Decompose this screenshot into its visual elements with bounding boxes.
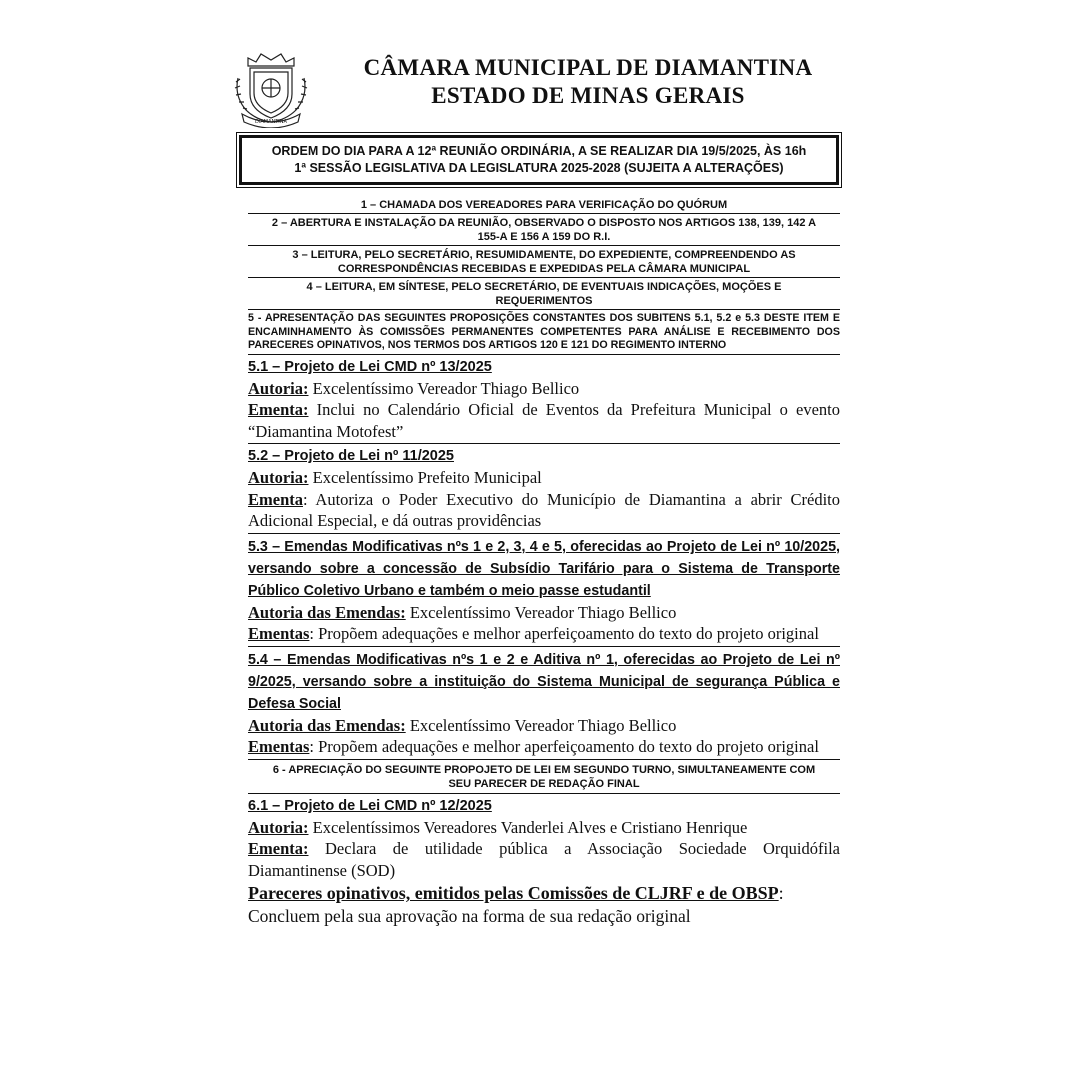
agenda-item-3-line-2: CORRESPONDÊNCIAS RECEBIDAS E EXPEDIDAS PELA CÂMARA MUNICIPAL [337,263,751,275]
ementa-label: Ementa: [248,839,309,859]
project-5-2-autoria [248,467,840,489]
ementa-label: Ementa [248,489,303,509]
autoria-label: Autoria: [248,817,309,837]
autoria-value: Excelentíssimo Vereador Thiago Bellico [405,602,677,622]
agenda-line-2: 1ª SESSÃO LEGISLATIVA DA LEGISLATURA 2025-2028 (SUJEITA A ALTERAÇÕES) [294,161,784,175]
project-5-3-title: 5.3 – Emendas Modificativas nºs 1 e 2, 3, 4 e 5, oferecidas ao Projeto de Lei nº 10/2025, versando sobre a concessão de Subsídio Tarifário para o Sistema de Transporte Público Coletivo Urbano e também o meio passe estudantil [248,538,840,599]
project-5-2 [248,446,840,534]
agenda-item-6-line-2: SEU PARECER DE REDAÇÃO FINAL [448,777,640,790]
agenda-item-1: 1 – CHAMADA DOS VEREADORES PARA VERIFICAÇÃO DO QUÓRUM [248,196,840,214]
autoria-label: Autoria das Emendas: [248,602,406,622]
project-5-3-autoria [248,602,840,624]
pareceres-colon: : [778,883,784,904]
agenda-item-6-line-1: 6 - APRECIAÇÃO DO SEGUINTE PROPOJETO DE LEI EM SEGUNDO TURNO, SIMULTANEAMENTE COM [272,763,816,776]
project-6-1 [248,796,840,928]
project-6-1-pareceres [248,881,840,905]
ementa-value: : Propõem adequações e melhor aperfeiçoamento do texto do projeto original [309,737,819,757]
project-5-2-title: 5.2 – Projeto de Lei nº 11/2025 [248,448,454,465]
title-line-2: ESTADO DE MINAS GERAIS [431,83,745,108]
autoria-label: Autoria: [248,468,309,488]
ementa-value: Declara de utilidade pública a Associação Sociedade Orquidófila Diamantinense (SOD) [248,839,840,880]
page-title [358,54,818,110]
project-5-4-title: 5.4 – Emendas Modificativas nºs 1 e 2 e Aditiva nº 1, oferecidas ao Projeto de Lei nº 9/2025, versando sobre a instituição do Sistema Municipal de segurança Pública e Defesa Social [248,651,840,712]
seal-text: DIAMANTINA [255,119,287,125]
ementa-label: Ementas [248,737,310,757]
agenda-item-4-line-2: REQUERIMENTOS [495,295,593,307]
agenda-item-4 [248,278,840,310]
agenda-item-2-line-1: 2 – ABERTURA E INSTALAÇÃO DA REUNIÃO, OBSERVADO O DISPOSTO NOS ARTIGOS 138, 139, 142 A [271,217,817,229]
agenda-title-box [239,135,839,185]
project-5-1-title: 5.1 – Projeto de Lei CMD nº 13/2025 [248,358,492,375]
agenda-content [248,196,840,927]
agenda-item-4-line-1: 4 – LEITURA, EM SÍNTESE, PELO SECRETÁRIO, DE EVENTUAIS INDICAÇÕES, MOÇÕES E [306,281,782,293]
project-5-1-ementa [248,399,840,442]
agenda-item-3 [248,246,840,278]
ementa-value: : Propõem adequações e melhor aperfeiçoamento do texto do projeto original [309,624,819,644]
agenda-item-3-line-1: 3 – LEITURA, PELO SECRETÁRIO, RESUMIDAMENTE, DO EXPEDIENTE, COMPREENDENDO AS [292,249,796,261]
project-6-1-title: 6.1 – Projeto de Lei CMD nº 12/2025 [248,797,492,814]
agenda-item-5: 5 - APRESENTAÇÃO DAS SEGUINTES PROPOSIÇÕES CONSTANTES DOS SUBITENS 5.1, 5.2 e 5.3 DESTE ITEM E ENCAMINHAMENTO ÀS COMISSÕES PERMANENTES COMPETENTES PARA ANÁLISE E RECEBIMENTO DOS PARECERES OPINATIVOS, NOS TERMOS DOS ARTIGOS 120 E 121 DO REGIMENTO INTERNO [248,310,840,355]
agenda-item-2 [248,214,840,246]
project-5-4-autoria [248,715,840,737]
project-5-3-ementa [248,623,840,645]
project-6-1-conclusion: Concluem pela sua aprovação na forma de sua redação original [248,906,691,927]
autoria-value: Excelentíssimo Prefeito Municipal [308,468,542,488]
agenda-item-2-line-2: 155-A E 156 A 159 DO R.I. [477,231,611,243]
agenda-line-1: ORDEM DO DIA PARA A 12ª REUNIÃO ORDINÁRIA, A SE REALIZAR DIA 19/5/2025, ÀS 16h [271,144,807,158]
municipal-seal-icon [228,48,314,128]
autoria-value: Excelentíssimo Vereador Thiago Bellico [405,715,677,735]
agenda-item-6 [248,760,840,794]
ementa-value: Inclui no Calendário Oficial de Eventos da Prefeitura Municipal o evento “Diamantina Motofest” [248,400,840,441]
autoria-value: Excelentíssimo Vereador Thiago Bellico [308,378,580,398]
project-5-1-autoria [248,378,840,400]
document-header [228,48,848,128]
ementa-value: : Autoriza o Poder Executivo do Município de Diamantina a abrir Crédito Adicional Especial, e dá outras providências [248,489,840,531]
project-6-1-autoria [248,817,840,839]
project-5-3 [248,536,840,647]
project-5-2-ementa [248,489,840,532]
pareceres-label: Pareceres opinativos, emitidos pelas Comissões de CLJRF e de OBSP [248,883,779,904]
autoria-value: Excelentíssimos Vereadores Vanderlei Alves e Cristiano Henrique [308,817,748,837]
autoria-label: Autoria: [248,378,309,398]
title-line-1: CÂMARA MUNICIPAL DE DIAMANTINA [363,55,813,80]
project-5-4-ementa [248,736,840,758]
ementa-label: Ementas [248,624,310,644]
ementa-label: Ementa: [248,400,309,420]
project-5-4 [248,649,840,760]
project-6-1-ementa [248,838,840,881]
project-5-1 [248,357,840,445]
autoria-label: Autoria das Emendas: [248,715,406,735]
